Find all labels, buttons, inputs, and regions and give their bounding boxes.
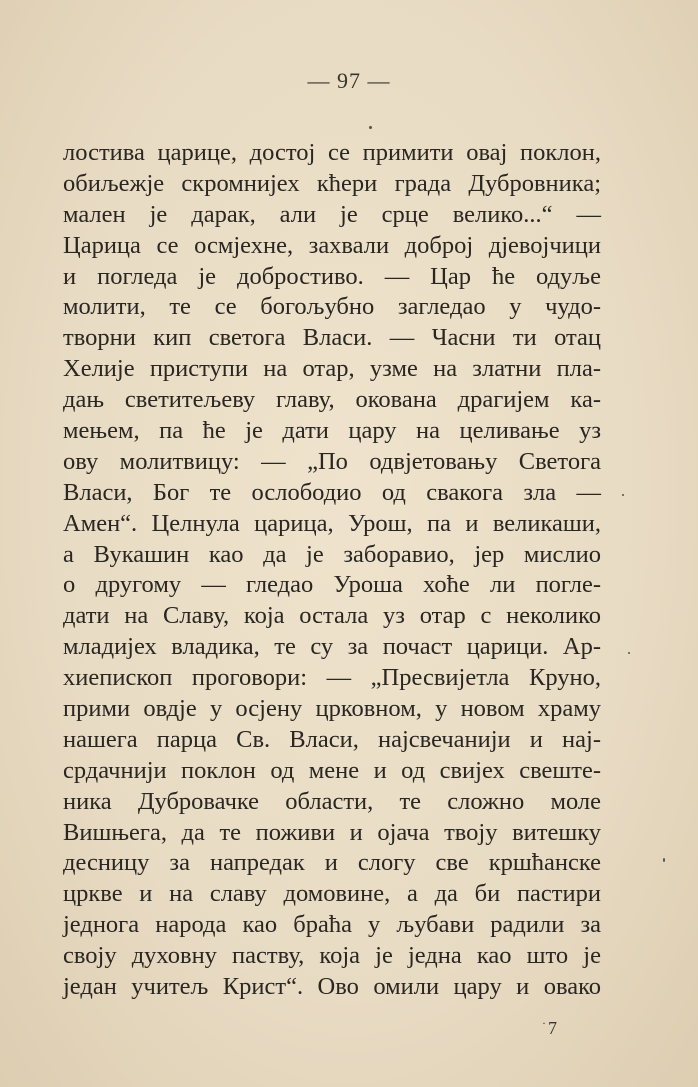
- text-line: и погледа је добростиво. — Цар ће одуље: [63, 262, 601, 290]
- text-line: срдачнији поклон од мене и од свијех свеште-: [63, 756, 601, 784]
- text-line: ника Дубровачке области, те сложно моле: [63, 787, 601, 815]
- text-line: један учитељ Крист“. Ово омили цару и овако: [63, 973, 601, 1001]
- text-line: Амен“. Целнула царица, Урош, па и великаши,: [63, 509, 601, 537]
- text-line: десницу за напредак и слогу све кршћанске: [63, 849, 601, 877]
- text-line: хиепископ проговори: — „Пресвијетла Круно,: [63, 664, 601, 692]
- text-line: нашега парца Св. Власи, најсвечанији и нај-: [63, 725, 601, 753]
- text-line: Хелије приступи на отар, узме на златни пла-: [63, 355, 601, 383]
- text-line: мењем, па ће је дати цару на целивање уз: [63, 417, 601, 445]
- paper-speck: [663, 858, 665, 862]
- text-line: цркве и на славу домовине, а да би пастири: [63, 880, 601, 908]
- text-line: једнога народа као браћа у љубави радили за: [63, 911, 601, 939]
- signature-number: 7: [548, 1018, 557, 1038]
- text-line: Власи, Бог те ослободио од свакога зла —: [63, 478, 601, 506]
- text-line: прими овдје у осјену црковном, у новом храму: [63, 695, 601, 723]
- text-line: дати на Славу, која остала уз отар с неколико: [63, 602, 601, 630]
- text-line: творни кип светога Власи. — Часни ти отац: [63, 324, 601, 352]
- text-line: Царица се осмјехне, захвали доброј дјевојчици: [63, 231, 601, 259]
- body-text: [63, 138, 601, 1003]
- text-line: обиљежје скромнијех кћери града Дубровника;: [63, 169, 601, 197]
- page-number: — 97 —: [307, 68, 391, 93]
- text-line: о другому — гледао Уроша хоће ли погле-: [63, 571, 601, 599]
- paper-speck: [622, 494, 624, 496]
- text-line: мален је дарак, али је срце велико...“ —: [63, 200, 601, 228]
- text-line: ову молитвицу: — „По одвјетовању Светога: [63, 447, 601, 475]
- text-line: своју духовну паству, која је једна као што је: [63, 942, 601, 970]
- text-line: лостива царице, достој се примити овај поклон,: [63, 139, 601, 166]
- dot-icon: ·: [542, 1016, 546, 1030]
- signature-mark: [542, 1016, 557, 1039]
- paper-speck: [628, 652, 630, 654]
- text-line: молити, те се богољубно загледао у чудо-: [63, 293, 601, 321]
- paper-speck: [369, 126, 372, 129]
- text-line: дањ светитељеву главу, окована драгијем ка-: [63, 386, 601, 414]
- text-line: младијех владика, те су за почаст царици. Ар-: [63, 633, 601, 661]
- text-line: а Вукашин као да је заборавио, јер мислио: [63, 540, 601, 568]
- text-line: Вишњега, да те поживи и ојача твоју витешку: [63, 818, 601, 846]
